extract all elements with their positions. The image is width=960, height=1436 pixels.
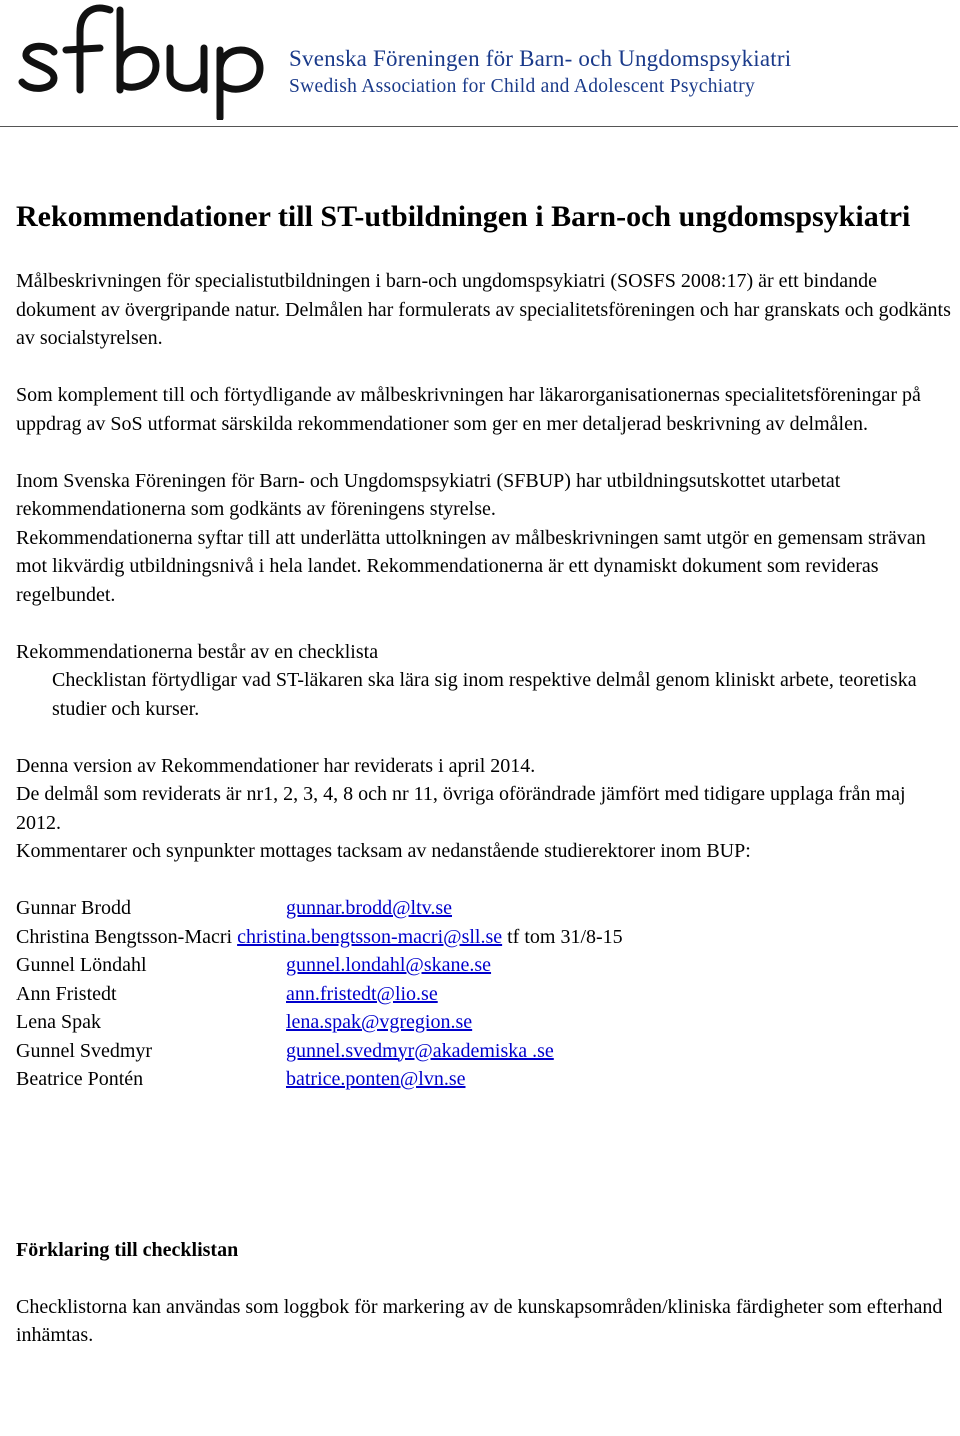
contact-row (16, 1065, 623, 1094)
contact-name: Gunnel Svedmyr (16, 1039, 153, 1062)
contact-email-link[interactable]: ann.fristedt@lio.se (286, 982, 438, 1005)
contact-email-link[interactable]: gunnar.brodd@ltv.se (286, 897, 452, 919)
paragraph-complement: Som komplement till och förtydligande av målbeskrivningen har läkarorganisationernas specialitetsföreningar på uppdrag av SoS utformat särskilda rekommendationer som ger en mer detaljerad beskrivning av delmålen. (16, 384, 921, 435)
sfbup-logo (14, 2, 264, 120)
organization-name-english: Swedish Association for Child and Adolescent Psychiatry (289, 76, 756, 97)
paragraph-checklist-description: Checklistan förtydligar vad ST-läkaren ska lära sig inom respektive delmål genom kliniskt arbete, teoretiska studier och kurser. (52, 669, 917, 720)
contact-note: tf tom 31/8-15 (502, 925, 623, 948)
contact-email-link[interactable]: gunnel.svedmyr@akademiska .se (286, 1039, 554, 1062)
contact-name: Beatrice Pontén (16, 1068, 144, 1090)
contact-row (16, 1037, 623, 1066)
document-body (16, 198, 951, 1350)
paragraph-sfbup: Inom Svenska Föreningen för Barn- och Ungdomspsykiatri (SFBUP) har utbildningsutskottet utarbetat rekommendationerna som godkänts av föreningens styrelse. (16, 469, 841, 520)
contact-row (16, 951, 623, 980)
contact-list (16, 894, 623, 1094)
contact-email-link[interactable]: lena.spak@vgregion.se (286, 1011, 473, 1033)
contact-name: Ann Fristedt (16, 982, 117, 1005)
contact-name: Gunnel Löndahl (16, 954, 147, 976)
contact-row (16, 894, 623, 923)
paragraph-revisions: De delmål som reviderats är nr1, 2, 3, 4, 8 och nr 11, övriga oförändrade jämfört med tidigare upplaga från maj 2012. (16, 783, 906, 834)
contact-email-link[interactable]: christina.bengtsson-macri@sll.se (237, 925, 503, 948)
document-title: Rekommendationer till ST-utbildningen i Barn-och ungdomspsykiatri (16, 200, 911, 233)
paragraph-checklist-explanation: Checklistorna kan användas som loggbok för markering av de kunskapsområden/kliniska färdigheter som efterhand inhämtas. (16, 1295, 943, 1346)
paragraph-intro: Målbeskrivningen för specialistutbildningen i barn-och ungdomspsykiatri (SOSFS 2008:17) är ett bindande dokument av övergripande natur. Delmålen har formulerats av specialitetsföreningen och har granskats och godkänts av socialstyrelsen. (16, 270, 951, 349)
contact-email-link[interactable]: batrice.ponten@lvn.se (286, 1068, 466, 1090)
contact-row (16, 923, 623, 952)
contact-name: Lena Spak (16, 1011, 101, 1033)
contact-row (16, 1008, 623, 1037)
organization-name-swedish: Svenska Föreningen för Barn- och Ungdomspsykiatri (289, 46, 792, 71)
section-heading-checklist: Förklaring till checklistan (16, 1238, 239, 1261)
contact-name: Christina Bengtsson-Macri (16, 925, 233, 948)
paragraph-comments: Kommentarer och synpunkter mottages tacksam av nedanstående studierektorer inom BUP: (16, 840, 751, 862)
contact-email-link[interactable]: gunnel.londahl@skane.se (286, 954, 492, 976)
paragraph-version: Denna version av Rekommendationer har reviderats i april 2014. (16, 754, 536, 777)
organization-name (289, 44, 791, 100)
paragraph-checklist-intro: Rekommendationerna består av en checklista (16, 640, 379, 663)
contact-name: Gunnar Brodd (16, 897, 131, 919)
paragraph-purpose: Rekommendationerna syftar till att underlätta uttolkningen av målbeskrivningen samt utgör en gemensam strävan mot likvärdig utbildningsnivå i hela landet. Rekommendationerna är ett dynamiskt dokument som revideras regelbundet. (16, 526, 926, 606)
header-divider (0, 126, 958, 127)
contact-row (16, 980, 623, 1009)
